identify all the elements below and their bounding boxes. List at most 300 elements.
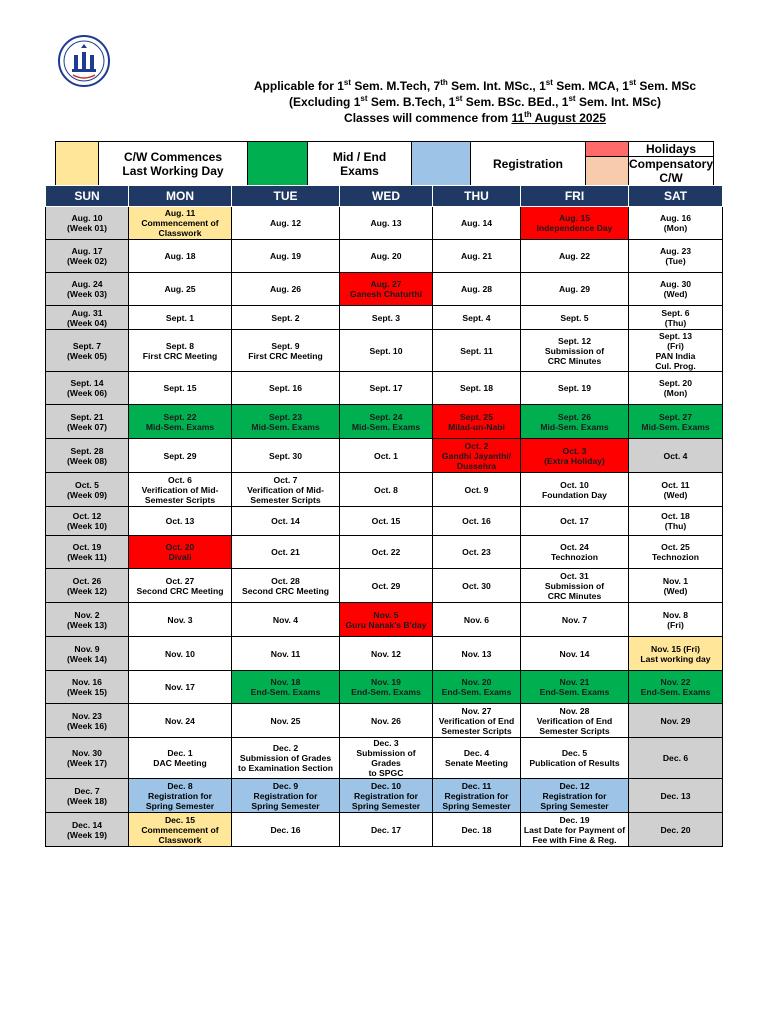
week-row	[46, 603, 723, 637]
calendar-cell	[433, 813, 521, 847]
calendar-cell	[629, 273, 723, 306]
day-header-row	[46, 186, 723, 207]
cell-text: Sept. 7	[72, 340, 102, 351]
cell-text: Second CRC Meeting	[136, 585, 224, 596]
cell-text: Aug. 21	[460, 251, 493, 261]
cell-text: Aug. 30	[659, 279, 692, 289]
institute-logo-icon	[57, 35, 111, 87]
calendar-cell	[129, 330, 232, 372]
cell-text: (Fri)	[667, 340, 684, 351]
cell-text: Dec. 11	[461, 780, 492, 791]
calendar-cell	[340, 603, 433, 637]
cell-text: Nov. 18	[270, 677, 301, 687]
cell-text: Mid-Sem. Exams	[251, 421, 320, 432]
cell-text: Dec. 2	[272, 743, 299, 753]
cell-text: Oct. 9	[464, 484, 489, 495]
calendar-cell	[521, 473, 629, 507]
cell-text: Dec. 5	[561, 748, 588, 758]
cell-text: Spring Semester	[540, 800, 609, 811]
calendar-cell	[629, 330, 723, 372]
cell-text: Nov. 23	[72, 710, 102, 721]
calendar-cell	[521, 603, 629, 637]
cell-text: Nov. 21	[559, 677, 590, 687]
cell-text: Nov. 4	[272, 614, 299, 625]
cell-text: (Week 01)	[67, 223, 107, 233]
week-row	[46, 306, 723, 330]
calendar-cell	[433, 372, 521, 405]
week-row	[46, 738, 723, 779]
cell-text: Registration for	[444, 790, 509, 801]
calendar-cell	[433, 405, 521, 439]
cell-text: Sept. 21	[70, 411, 104, 422]
cell-text: Oct. 11	[661, 479, 690, 490]
cell-text: Nov. 9	[74, 643, 100, 654]
calendar-cell	[629, 207, 723, 240]
week-row	[46, 240, 723, 273]
calendar-cell	[521, 240, 629, 273]
cell-text: Sept. 10	[369, 345, 403, 356]
cell-text: Spring Semester	[442, 800, 511, 811]
calendar-cell	[232, 603, 340, 637]
cell-text: (Fri)	[667, 619, 684, 630]
cell-text: Oct. 31	[560, 570, 589, 581]
cell-text: Milad-un-Nabi	[448, 421, 505, 432]
cell-text: Last Date for Payment of	[523, 824, 626, 835]
cell-text: Registration for	[354, 790, 418, 801]
calendar-cell	[629, 439, 723, 473]
cell-text: End-Sem. Exams	[539, 687, 610, 697]
calendar-cell	[46, 671, 129, 704]
calendar-cell	[521, 671, 629, 704]
calendar-cell	[433, 704, 521, 738]
cell-text: Dec. 4	[463, 748, 490, 758]
week-row	[46, 273, 723, 306]
cell-text: Aug. 16	[659, 213, 692, 223]
calendar-cell	[521, 405, 629, 439]
week-row	[46, 405, 723, 439]
cell-text: (Week 05)	[67, 350, 107, 361]
calendar-cell	[629, 637, 723, 671]
cell-text: Nov. 19	[371, 677, 401, 687]
cell-text: Submission of	[544, 345, 605, 356]
cell-text: Nov. 25	[270, 715, 301, 726]
cell-text: Sept. 23	[269, 411, 302, 422]
cell-text: Sept. 20	[659, 378, 692, 388]
cell-text: CRC Minutes	[547, 590, 602, 601]
cell-text: Spring Semester	[351, 800, 421, 811]
calendar-cell	[433, 439, 521, 473]
cell-text: Cul. Prog.	[655, 360, 696, 371]
week-row	[46, 507, 723, 536]
cell-text: Oct. 25	[661, 542, 690, 552]
day-header-sat: SAT	[629, 186, 723, 207]
calendar-cell	[340, 306, 433, 330]
cell-text: Oct. 29	[371, 580, 401, 591]
cell-text: (Extra Holiday)	[544, 455, 605, 466]
calendar-cell	[340, 536, 433, 569]
cell-text: Sept. 17	[369, 383, 403, 393]
cell-text: Spring Semester	[251, 800, 320, 811]
calendar-cell	[46, 306, 129, 330]
calendar-cell	[521, 207, 629, 240]
cell-text: (Week 04)	[67, 317, 107, 328]
calendar-cell	[629, 779, 723, 813]
calendar-cell	[46, 240, 129, 273]
calendar-cell	[521, 738, 629, 779]
calendar-cell	[521, 273, 629, 306]
week-row	[46, 330, 723, 372]
cell-text: Sept. 29	[163, 450, 197, 461]
cell-text: Nov. 24	[165, 715, 195, 726]
cell-text: Aug. 11	[164, 208, 196, 218]
calendar-cell	[521, 704, 629, 738]
cell-text: Dec. 6	[662, 753, 689, 763]
calendar-cell	[232, 738, 340, 779]
cell-text: Nov. 20	[461, 677, 492, 687]
cell-text: (Thu)	[664, 521, 687, 531]
cell-text: Sept. 18	[460, 383, 493, 393]
calendar-cell	[433, 671, 521, 704]
calendar-body	[46, 207, 723, 847]
calendar-cell	[433, 536, 521, 569]
cell-text: (Mon)	[663, 223, 688, 233]
cell-text: (Week 13)	[67, 619, 107, 630]
cell-text: (Week 02)	[67, 256, 107, 266]
calendar-cell	[433, 473, 521, 507]
cell-text: Gandhi Jayanthi/	[441, 450, 512, 461]
calendar-cell	[46, 637, 129, 671]
cell-text: Mid-Sem. Exams	[641, 421, 710, 432]
calendar-cell	[629, 569, 723, 603]
cell-text: (Week 12)	[67, 585, 107, 596]
cell-text: Aug. 15	[558, 213, 591, 223]
calendar-cell	[629, 704, 723, 738]
cell-text: Verification of Mid-	[141, 484, 219, 495]
cell-text: Submission of Grades	[239, 753, 332, 763]
cell-text: Nov. 17	[165, 682, 195, 692]
cell-text: Aug. 24	[71, 279, 103, 289]
cell-text: (Mon)	[663, 388, 688, 398]
cell-text: Sept. 16	[269, 383, 302, 393]
cell-text: (Thu)	[664, 317, 687, 328]
cell-text: CRC Minutes	[547, 355, 602, 366]
cell-text: Oct. 20	[165, 542, 195, 552]
cell-text: Sept. 6	[661, 307, 690, 318]
cell-text: (Week 17)	[67, 758, 107, 768]
calendar-cell	[629, 671, 723, 704]
cell-text: Guru Nanak's B'day	[345, 619, 427, 630]
calendar-cell	[340, 240, 433, 273]
cell-text: Sept. 2	[271, 312, 300, 323]
calendar-cell	[521, 439, 629, 473]
cell-text: Registration for	[542, 790, 607, 801]
cell-text: Aug. 14	[460, 218, 493, 228]
calendar-cell	[433, 273, 521, 306]
header-line-1: Applicable for 1st Sem. M.Tech, 7th Sem. Int. MSc., 1st Sem. MCA, 1st Sem. MSc	[253, 78, 697, 93]
cell-text: (Wed)	[663, 585, 688, 596]
cell-text: Oct. 10	[560, 479, 589, 490]
week-row	[46, 637, 723, 671]
legend	[55, 141, 714, 186]
cell-text: (Tue)	[665, 256, 686, 266]
calendar-cell	[232, 273, 340, 306]
cell-text: Dec. 14	[71, 819, 103, 830]
cell-text: Nov. 7	[561, 614, 588, 625]
cell-text: (Week 14)	[67, 653, 107, 664]
cell-text: Nov. 11	[270, 648, 301, 659]
calendar-cell	[340, 473, 433, 507]
cell-text: Verification of Mid-	[247, 484, 324, 495]
cell-text: Nov. 13	[461, 648, 492, 659]
calendar-cell	[629, 507, 723, 536]
calendar-cell	[129, 473, 232, 507]
calendar-cell	[629, 473, 723, 507]
cell-text: Oct. 5	[75, 479, 99, 490]
cell-text: Sept. 1	[165, 312, 195, 323]
cell-text: Dec. 20	[660, 824, 691, 835]
cell-text: Dec. 15	[164, 814, 196, 825]
week-row	[46, 536, 723, 569]
week-row	[46, 779, 723, 813]
cell-text: Aug. 10	[71, 213, 103, 223]
calendar-cell	[232, 536, 340, 569]
cell-text: Oct. 14	[271, 516, 300, 526]
calendar-cell	[629, 306, 723, 330]
cell-text: Sept. 9	[271, 340, 300, 351]
calendar-cell	[46, 603, 129, 637]
cell-text: Oct. 22	[371, 547, 401, 557]
calendar-cell	[340, 779, 433, 813]
cell-text: Sept. 11	[460, 345, 493, 356]
cell-text: First CRC Meeting	[248, 350, 323, 361]
cell-text: Second CRC Meeting	[242, 585, 329, 596]
cell-text: (Week 08)	[67, 455, 107, 466]
cell-text: Commencement of	[141, 218, 219, 228]
cell-text: Nov. 16	[72, 677, 102, 687]
cell-text: Foundation Day	[542, 489, 607, 500]
calendar-cell	[129, 603, 232, 637]
cell-text: Nov. 26	[371, 715, 401, 726]
cell-text: Aug. 18	[164, 251, 196, 261]
cell-text: Dec. 17	[370, 824, 402, 835]
calendar-cell	[433, 738, 521, 779]
cell-text: Sept. 4	[462, 312, 491, 323]
calendar-cell	[232, 240, 340, 273]
cell-text: (Week 16)	[67, 720, 107, 731]
cell-text: Fee with Fine & Reg.	[532, 834, 617, 845]
cell-text: Sept. 13	[659, 330, 692, 341]
cell-text: (Week 06)	[67, 388, 107, 398]
cell-text: Nov. 8	[662, 609, 689, 620]
cell-text: Registration for	[253, 790, 318, 801]
cell-text: Sept. 30	[269, 450, 302, 461]
cell-text: Dec. 13	[660, 790, 691, 801]
cell-text: Semester Scripts	[250, 494, 321, 505]
calendar-cell	[46, 704, 129, 738]
cell-text: Aug. 25	[164, 284, 196, 294]
week-row	[46, 439, 723, 473]
cell-text: (Week 07)	[67, 421, 107, 432]
calendar-table	[45, 185, 723, 847]
cell-text: Aug. 22	[558, 251, 591, 261]
cell-text: Sept. 24	[369, 411, 403, 422]
cell-text: Sept. 27	[659, 411, 692, 422]
cell-text: Semester Scripts	[144, 494, 216, 505]
cell-text: (Week 09)	[67, 489, 107, 500]
calendar-cell	[521, 637, 629, 671]
cell-text: Oct. 27	[165, 575, 195, 586]
calendar-cell	[232, 473, 340, 507]
calendar-cell	[340, 569, 433, 603]
calendar-cell	[629, 738, 723, 779]
calendar-cell	[232, 779, 340, 813]
cell-text: Oct. 18	[661, 511, 690, 521]
cell-text: Aug. 23	[659, 246, 692, 256]
cell-text: Nov. 22	[660, 677, 691, 687]
calendar-cell	[129, 207, 232, 240]
calendar-cell	[340, 207, 433, 240]
cell-text: Sept. 26	[558, 411, 591, 422]
calendar-cell	[232, 507, 340, 536]
cell-text: Verification of End	[536, 715, 613, 726]
calendar-cell	[433, 240, 521, 273]
cell-text: Oct. 21	[271, 547, 300, 557]
cell-text: Oct. 2	[464, 440, 489, 451]
cell-text: Dec. 9	[272, 780, 299, 791]
cell-text: Divali	[168, 552, 192, 562]
calendar-cell	[433, 603, 521, 637]
calendar-cell	[46, 473, 129, 507]
week-row	[46, 473, 723, 507]
cell-text: Oct. 1	[374, 450, 398, 461]
cell-text: Mid-Sem. Exams	[351, 421, 421, 432]
cell-text: Spring Semester	[145, 800, 215, 811]
calendar-cell	[340, 637, 433, 671]
cell-text: Senate Meeting	[444, 758, 509, 768]
calendar-cell	[129, 405, 232, 439]
cell-text: Nov. 15 (Fri)	[650, 643, 701, 654]
calendar-cell	[521, 536, 629, 569]
week-row	[46, 372, 723, 405]
calendar-cell	[629, 405, 723, 439]
calendar-cell	[232, 207, 340, 240]
calendar-cell	[232, 306, 340, 330]
cell-text: Dec. 19	[559, 814, 590, 825]
cell-text: Oct. 7	[273, 474, 298, 485]
calendar-cell	[521, 306, 629, 330]
calendar-cell	[46, 569, 129, 603]
calendar-cell	[340, 439, 433, 473]
calendar-cell	[129, 738, 232, 779]
cell-text: Aug. 28	[460, 284, 493, 294]
calendar-cell	[46, 536, 129, 569]
calendar-cell	[46, 330, 129, 372]
week-row	[46, 207, 723, 240]
legend-label-compensatory: Compensatory C/W	[629, 157, 714, 185]
cell-text: Registration for	[148, 790, 212, 801]
calendar-cell	[340, 671, 433, 704]
cell-text: Aug. 26	[269, 284, 302, 294]
cell-text: Nov. 3	[167, 614, 193, 625]
cell-text: Oct. 13	[165, 516, 195, 526]
calendar-cell	[129, 779, 232, 813]
cell-text: Oct. 19	[72, 542, 102, 552]
calendar-cell	[129, 704, 232, 738]
cell-text: Oct. 8	[374, 484, 398, 495]
cell-text: Oct. 4	[663, 450, 688, 461]
cell-text: Technozion	[651, 552, 700, 562]
cell-text: (Week 15)	[67, 687, 107, 697]
calendar-cell	[521, 330, 629, 372]
calendar-cell	[340, 273, 433, 306]
calendar-cell	[232, 439, 340, 473]
calendar-cell	[521, 569, 629, 603]
cell-text: Nov. 2	[74, 609, 100, 620]
cell-text: Oct. 3	[562, 445, 587, 456]
calendar-cell	[46, 738, 129, 779]
calendar-cell	[433, 637, 521, 671]
calendar-cell	[521, 507, 629, 536]
cell-text: (Week 11)	[67, 552, 107, 562]
header-line-2: (Excluding 1st Sem. B.Tech, 1st Sem. BSc. BEd., 1st Sem. Int. MSc)	[289, 94, 661, 109]
calendar-cell	[129, 569, 232, 603]
cell-text: Oct. 24	[560, 542, 589, 552]
cell-text: Nov. 12	[371, 648, 401, 659]
cell-text: Aug. 17	[71, 246, 103, 256]
calendar-cell	[340, 507, 433, 536]
legend-swatch-exams	[248, 142, 308, 186]
legend-swatch-commencement	[56, 142, 99, 186]
cell-text: Last working day	[640, 653, 711, 664]
calendar-cell	[129, 372, 232, 405]
cell-text: Aug. 31	[71, 307, 103, 318]
cell-text: Dec. 1	[167, 748, 193, 758]
cell-text: Oct. 30	[462, 580, 491, 591]
cell-text: Independence Day	[536, 223, 613, 233]
calendar-cell	[46, 273, 129, 306]
cell-text: Dussehra	[456, 460, 497, 471]
calendar-cell	[629, 603, 723, 637]
cell-text: Oct. 23	[462, 547, 491, 557]
cell-text: Nov. 1	[662, 575, 689, 586]
calendar-cell	[232, 704, 340, 738]
calendar-cell	[46, 372, 129, 405]
cell-text: Classwork	[158, 228, 202, 238]
cell-text: Sept. 8	[165, 340, 195, 351]
cell-text: Sept. 14	[70, 378, 104, 388]
cell-text: Technozion	[550, 552, 599, 562]
cell-text: Aug. 12	[269, 218, 302, 228]
cell-text: Commencement of	[141, 824, 219, 835]
cell-text: to Examination Section	[237, 763, 334, 773]
cell-text: End-Sem. Exams	[351, 687, 421, 697]
cell-text: Dec. 18	[461, 824, 492, 835]
cell-text: End-Sem. Exams	[441, 687, 512, 697]
cell-text: Oct. 12	[72, 511, 102, 521]
cell-text: Nov. 6	[463, 614, 490, 625]
cell-text: Oct. 28	[271, 575, 300, 586]
calendar-cell	[521, 813, 629, 847]
cell-text: (Week 10)	[67, 521, 107, 531]
cell-text: Nov. 30	[72, 748, 102, 758]
legend-swatch-compensatory	[586, 157, 629, 186]
calendar-cell	[232, 813, 340, 847]
cell-text: Mid-Sem. Exams	[145, 421, 215, 432]
legend-label-commencement: C/W Commences Last Working Day	[99, 142, 248, 186]
cell-text: End-Sem. Exams	[640, 687, 711, 697]
cell-text: Sept. 5	[560, 312, 589, 323]
cell-text: Oct. 17	[560, 516, 589, 526]
